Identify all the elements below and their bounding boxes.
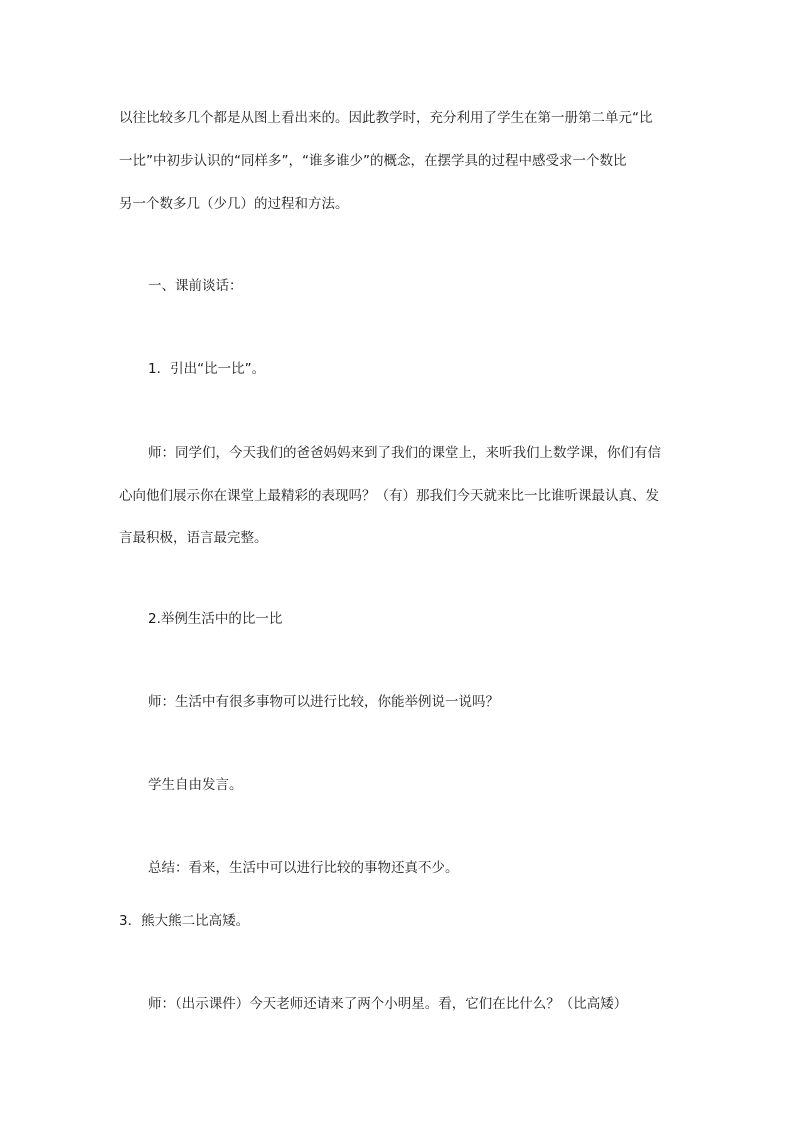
teacher-speech-1-line-2: 心向他们展示你在课堂上最精彩的表现吗？（有）那我们今天就来比一比谁听课最认真、发 — [119, 488, 659, 504]
teacher-speech-2: 师：生活中有很多事物可以进行比较，你能举例说一说吗？ — [148, 694, 499, 710]
summary-text: 总结：看来，生活中可以进行比较的事物还真不少。 — [148, 860, 459, 876]
teacher-speech-1-line-1: 师：同学们，今天我们的爸爸妈妈来到了我们的课堂上，来听我们上数学课，你们有信 — [148, 445, 661, 461]
section-heading-pre-class-talk: 一、课前谈话： — [148, 278, 243, 294]
step-heading-1: 1．引出“比一比”。 — [148, 361, 266, 377]
teacher-speech-1-line-3: 言最积极，语言最完整。 — [119, 530, 268, 546]
intro-paragraph-line-3: 另一个数多几（少几）的过程和方法。 — [119, 196, 349, 212]
intro-paragraph-line-1: 以往比较多几个都是从图上看出来的。因此教学时，充分利用了学生在第一册第二单元“比 — [119, 110, 653, 126]
step-heading-2: 2.举例生活中的比一比 — [148, 611, 283, 627]
teacher-speech-3: 师：（出示课件）今天老师还请来了两个小明星。看，它们在比什么？（比高矮） — [148, 996, 628, 1012]
intro-paragraph-line-2: 一比”中初步认识的“同样多”，“谁多谁少”的概念，在摆学具的过程中感受求一个数比 — [119, 153, 627, 169]
step-heading-3: 3．熊大熊二比高矮。 — [119, 913, 250, 929]
students-speak-text: 学生自由发言。 — [148, 777, 243, 793]
